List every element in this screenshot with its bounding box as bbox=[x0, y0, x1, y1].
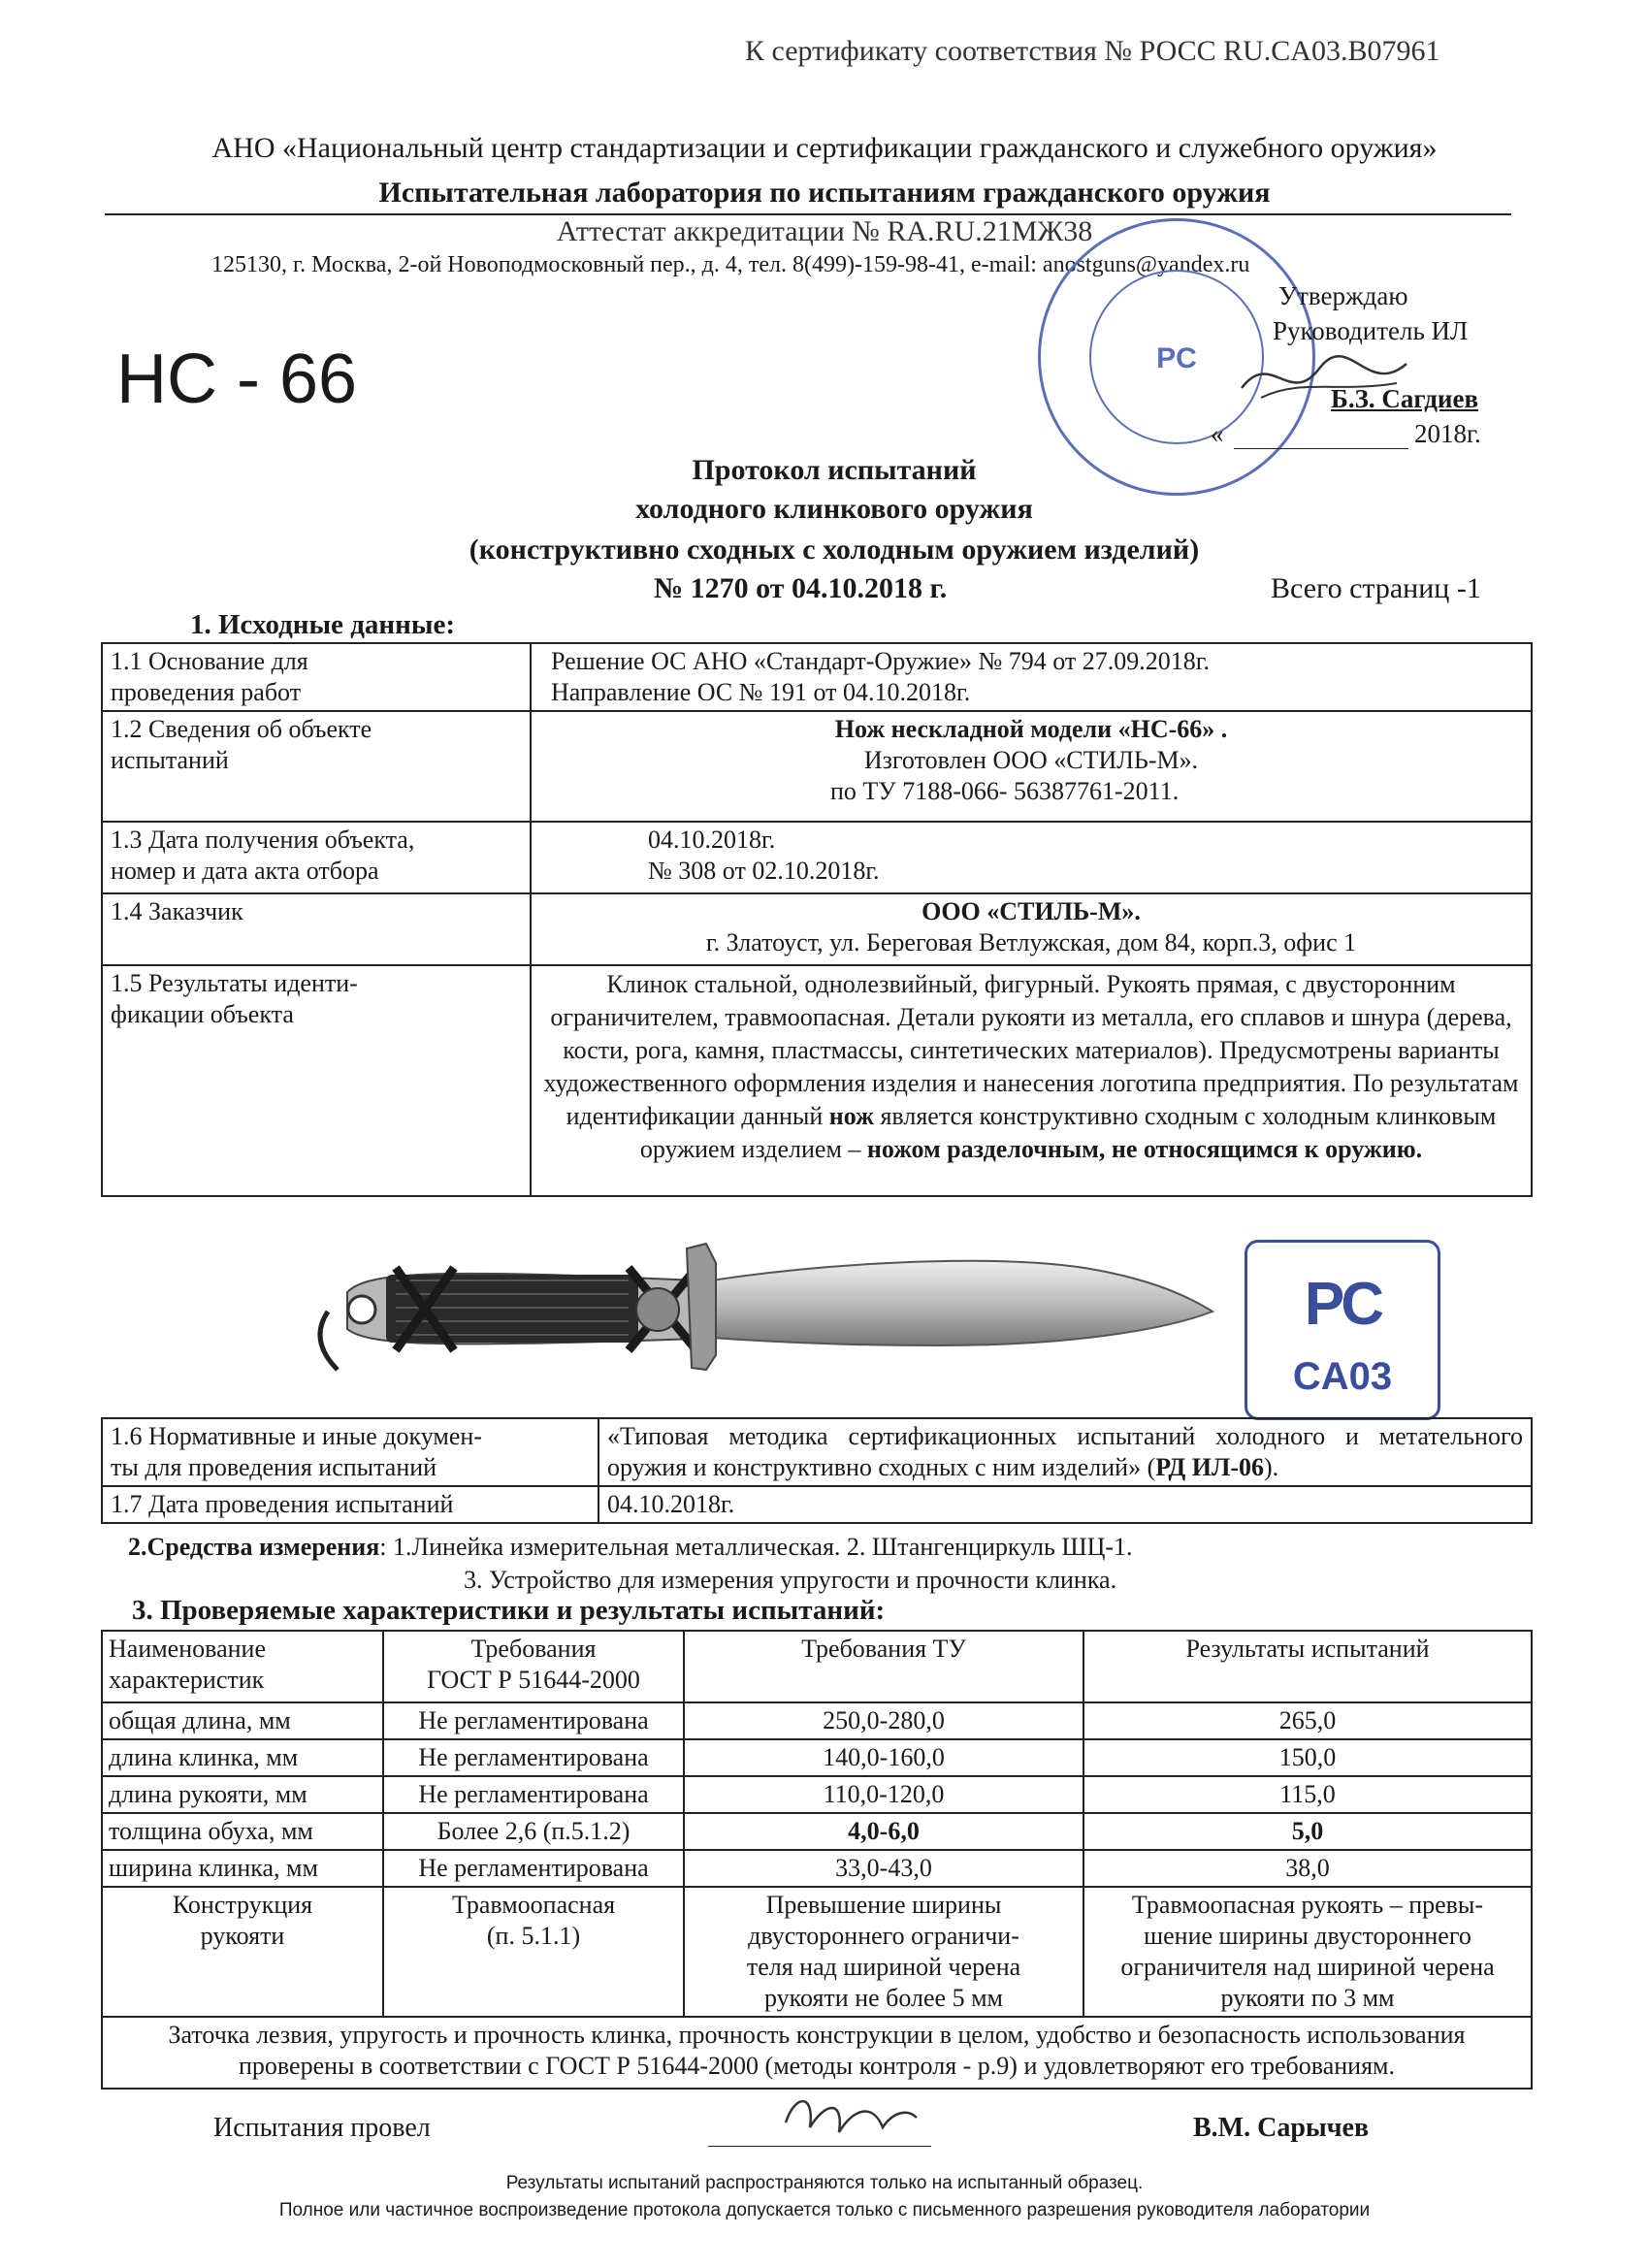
cell: Конструкция рукояти bbox=[102, 1887, 383, 2017]
source-data-table bbox=[101, 642, 1533, 1197]
object-name: Нож нескладной модели «НС-66» . bbox=[834, 715, 1228, 743]
section3-heading: 3. Проверяемые характеристики и результаты испытаний: bbox=[132, 1595, 886, 1626]
cell: 110,0-120,0 bbox=[684, 1776, 1083, 1813]
section2-line1: : 1.Линейка измерительная металлическая. 2. Штангенциркуль ШЦ-1. bbox=[379, 1533, 1133, 1561]
knife-image bbox=[308, 1224, 1220, 1391]
row-label: 1.2 Сведения об объекте испытаний bbox=[102, 711, 531, 822]
table-header-row bbox=[102, 1631, 1532, 1702]
identification-bold-1: нож bbox=[828, 1102, 874, 1130]
table-row bbox=[102, 1486, 1532, 1523]
cell: 5,0 bbox=[1083, 1813, 1532, 1850]
approval-date-year: 2018г. bbox=[1414, 419, 1481, 448]
protocol-number: № 1270 от 04.10.2018 г. bbox=[654, 572, 948, 604]
column-header: Требования ГОСТ Р 51644-2000 bbox=[383, 1631, 684, 1702]
table-row bbox=[102, 1887, 1532, 2017]
row-label: 1.6 Нормативные и иные докумен- ты для проведения испытаний bbox=[102, 1418, 598, 1486]
certificate-reference: К сертификату соответствия № РОСС RU.CA03.B07961 bbox=[745, 35, 1440, 67]
identification-bold-2: ножом разделочным, не относящимся к оружию. bbox=[866, 1135, 1423, 1163]
approval-position: Руководитель ИЛ bbox=[1273, 316, 1469, 345]
lab-address: 125130, г. Москва, 2-ой Новоподмосковный пер., д. 4, тел. 8(499)-159-98-41, e-mail: anostguns@yandex.ru bbox=[211, 252, 1250, 277]
table-row bbox=[102, 711, 1532, 822]
normative-table bbox=[101, 1417, 1533, 1524]
row-label: 1.1 Основание для проведения работ bbox=[102, 643, 531, 711]
row-value bbox=[531, 965, 1532, 1196]
section1-heading: 1. Исходные данные: bbox=[190, 609, 456, 640]
approval-date-prefix: « bbox=[1211, 419, 1224, 448]
normative-doc: «Типовая методика сертификационных испытаний холодного и метательного оружия и конструктивно сходных с ним изделий» ( bbox=[607, 1422, 1523, 1481]
table-row bbox=[102, 643, 1532, 711]
cell: общая длина, мм bbox=[102, 1702, 383, 1739]
normative-doc-end: ). bbox=[1264, 1453, 1279, 1481]
column-header: Наименование характеристик bbox=[102, 1631, 383, 1702]
rst-logo-icon: PC bbox=[1304, 1271, 1381, 1338]
table-row bbox=[102, 1850, 1532, 1887]
certification-logo bbox=[1245, 1240, 1440, 1420]
column-header: Требования ТУ bbox=[684, 1631, 1083, 1702]
table-row bbox=[102, 1739, 1532, 1776]
cell: Травмоопасная (п. 5.1.1) bbox=[383, 1887, 684, 2017]
protocol-scope: (конструктивно сходных с холодным оружием изделий) bbox=[469, 534, 1200, 566]
signature-label: Испытания провел bbox=[213, 2113, 431, 2143]
row-value: Решение ОС АНО «Стандарт-Оружие» № 794 от 27.09.2018г. Направление ОС № 191 от 04.10.2018г. bbox=[531, 643, 1532, 711]
cell: 4,0-6,0 bbox=[684, 1813, 1083, 1850]
customer-address: г. Златоуст, ул. Береговая Ветлужская, дом 84, корп.3, офис 1 bbox=[705, 928, 1357, 956]
cell: Более 2,6 (п.5.1.2) bbox=[383, 1813, 684, 1850]
section2 bbox=[128, 1533, 1133, 1562]
identification-text: Клинок стальной, однолезвийный, фигурный. Рукоять прямая, с двусторонним ограничителем, травмоопасная. Детали рукояти из металла, его сплавов и шнура (дерева, кости, рога, камня, пластмассы, синтетических материалов). Предусмотрены варианты художественного оформления изделия и нанесения логотипа предприятия. По результатам идентификации данный bbox=[543, 970, 1519, 1130]
cell: 250,0-280,0 bbox=[684, 1702, 1083, 1739]
stamp-rst-mark: PC bbox=[1156, 342, 1197, 374]
cell: 265,0 bbox=[1083, 1702, 1532, 1739]
page-count: Всего страниц -1 bbox=[1271, 572, 1481, 604]
approver-name: Б.З. Сагдиев bbox=[1331, 384, 1479, 413]
footer-line2: Полное или частичное воспроизведение протокола допускается только с письменного разрешения руководителя лаборатории bbox=[278, 2200, 1371, 2220]
cell: Не регламентирована bbox=[383, 1850, 684, 1887]
row-value: 04.10.2018г. № 308 от 02.10.2018г. bbox=[531, 822, 1532, 893]
cell: 115,0 bbox=[1083, 1776, 1532, 1813]
identification-text-2: является конструктивно сходным с холодным клинковым оружием изделием – bbox=[639, 1102, 1497, 1163]
cell: Не регламентирована bbox=[383, 1739, 684, 1776]
approval-title: Утверждаю bbox=[1278, 281, 1408, 310]
row-value bbox=[531, 711, 1532, 822]
table-row bbox=[102, 893, 1532, 965]
table-row bbox=[102, 1702, 1532, 1739]
accreditation: Аттестат аккредитации № RA.RU.21МЖ38 bbox=[556, 215, 1093, 247]
laboratory-name: Испытательная лаборатория по испытаниям гражданского оружия bbox=[378, 177, 1271, 209]
table-row bbox=[102, 965, 1532, 1196]
row-label: 1.3 Дата получения объекта, номер и дата акта отбора bbox=[102, 822, 531, 893]
normative-doc-code: РД ИЛ-06 bbox=[1155, 1453, 1265, 1481]
customer-name: ООО «СТИЛЬ-М». bbox=[922, 897, 1141, 925]
column-header: Результаты испытаний bbox=[1083, 1631, 1532, 1702]
cell: 38,0 bbox=[1083, 1850, 1532, 1887]
cell: 150,0 bbox=[1083, 1739, 1532, 1776]
object-manufacturer: Изготовлен ООО «СТИЛЬ-М». bbox=[863, 746, 1199, 774]
cell: Не регламентирована bbox=[383, 1776, 684, 1813]
conclusion: Заточка лезвия, упругость и прочность клинка, прочность конструкции в целом, удобство и безопасность использования проверены в соответствии с ГОСТ Р 51644-2000 (методы контроля - р.9) и удовлетворяют его требованиям. bbox=[102, 2017, 1532, 2089]
table-row bbox=[102, 1776, 1532, 1813]
cell: 140,0-160,0 bbox=[684, 1739, 1083, 1776]
section2-heading: 2.Средства измерения bbox=[128, 1533, 380, 1561]
cell: длина клинка, мм bbox=[102, 1739, 383, 1776]
table-row bbox=[102, 1813, 1532, 1850]
approval-date-line bbox=[1234, 448, 1408, 449]
tester-name: В.М. Сарычев bbox=[1193, 2113, 1370, 2143]
row-value bbox=[531, 893, 1532, 965]
protocol-subtitle: холодного клинкового оружия bbox=[635, 493, 1033, 525]
object-spec: по ТУ 7188-066- 56387761-2011. bbox=[830, 777, 1180, 805]
cell: 33,0-43,0 bbox=[684, 1850, 1083, 1887]
tester-signature bbox=[776, 2084, 922, 2152]
row-value: 04.10.2018г. bbox=[598, 1486, 1532, 1523]
cell: Не регламентирована bbox=[383, 1702, 684, 1739]
cell: толщина обуха, мм bbox=[102, 1813, 383, 1850]
cell: длина рукояти, мм bbox=[102, 1776, 383, 1813]
row-label: 1.4 Заказчик bbox=[102, 893, 531, 965]
table-row bbox=[102, 1418, 1532, 1486]
model-label: НС - 66 bbox=[116, 340, 358, 418]
cell: Травмоопасная рукоять – превы- шение ширины двустороннего ограничителя над шириной черена рукояти по 3 мм bbox=[1083, 1887, 1532, 2017]
table-row bbox=[102, 822, 1532, 893]
table-row bbox=[102, 2017, 1532, 2089]
protocol-title: Протокол испытаний bbox=[692, 454, 977, 486]
row-value bbox=[598, 1418, 1532, 1486]
footer-line1: Результаты испытаний распространяются только на испытанный образец. bbox=[505, 2173, 1144, 2193]
row-label: 1.5 Результаты иденти- фикации объекта bbox=[102, 965, 531, 1196]
organization-name: АНО «Национальный центр стандартизации и сертификации гражданского и служебного оружия» bbox=[211, 132, 1438, 164]
results-table bbox=[101, 1630, 1533, 2090]
section2-line2: 3. Устройство для измерения упругости и прочности клинка. bbox=[464, 1566, 1117, 1594]
row-label: 1.7 Дата проведения испытаний bbox=[102, 1486, 598, 1523]
cell: Превышение ширины двустороннего ограничи- теля над шириной черена рукояти не более 5 мм bbox=[684, 1887, 1083, 2017]
logo-code: CA03 bbox=[1292, 1355, 1393, 1398]
cell: ширина клинка, мм bbox=[102, 1850, 383, 1887]
